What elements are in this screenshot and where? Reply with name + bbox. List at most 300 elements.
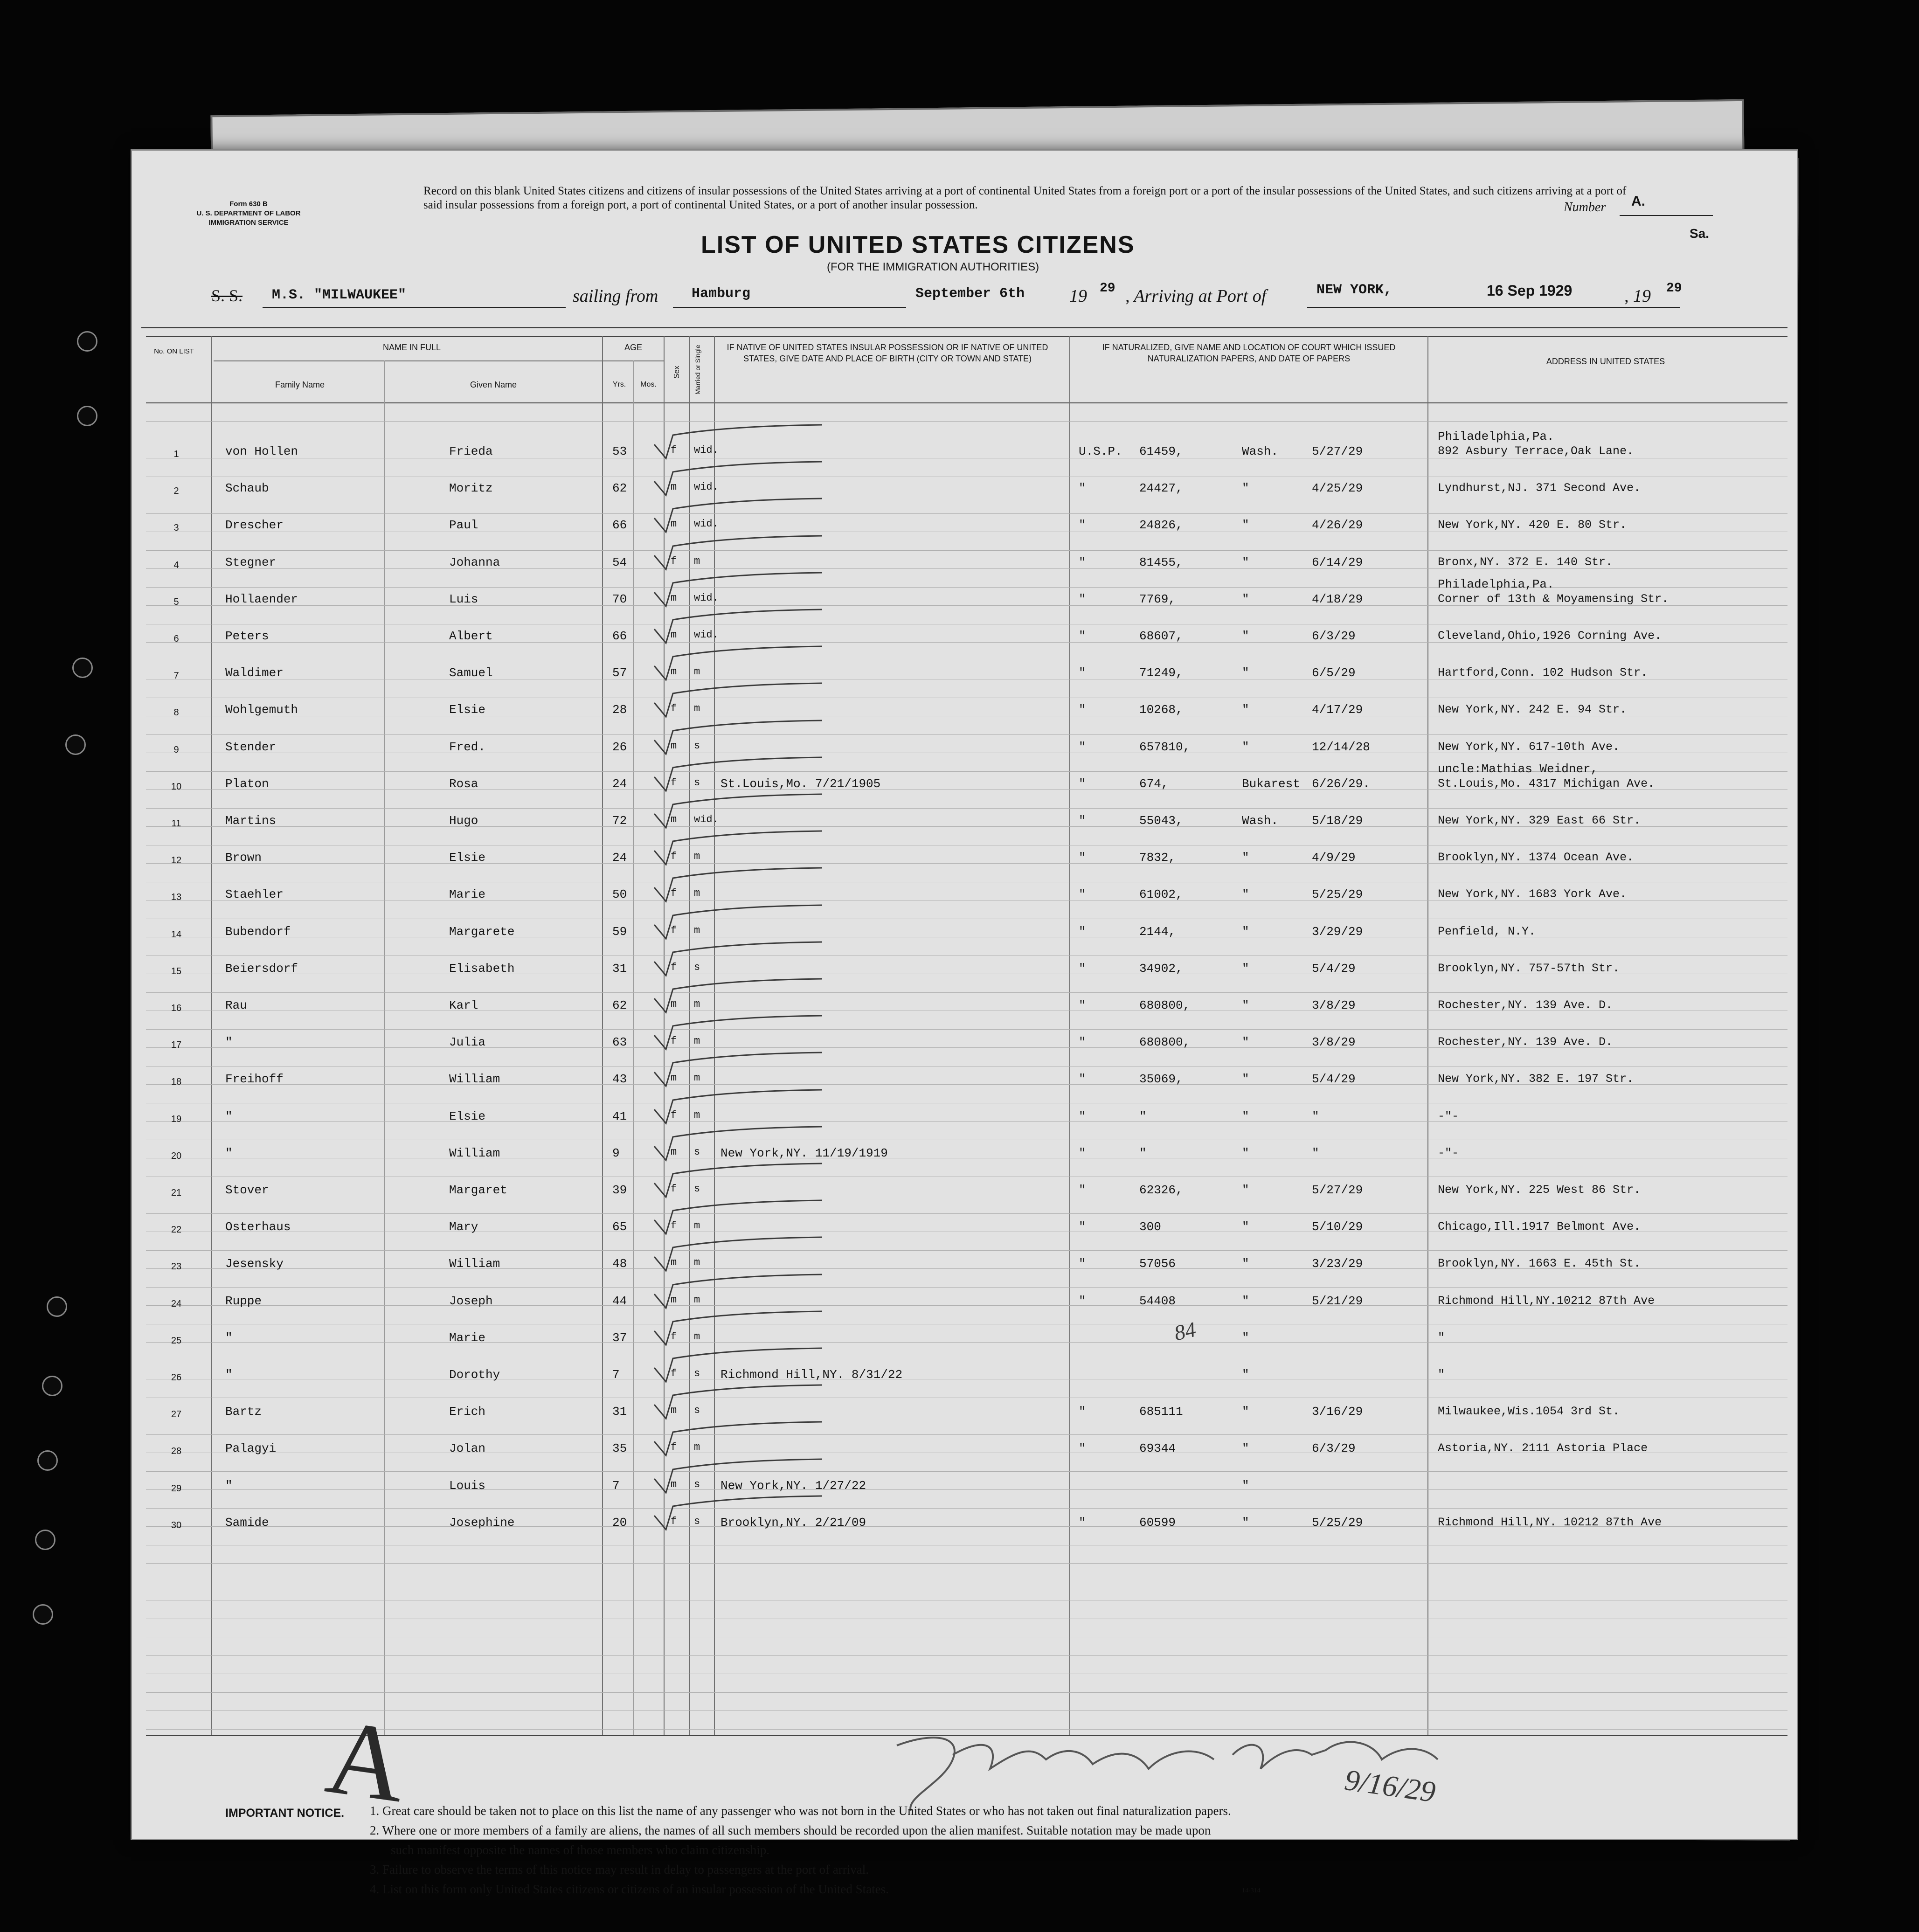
row-number: 14 <box>171 929 182 940</box>
address-line-2: " <box>1438 1368 1445 1381</box>
naturalization-date: " <box>1312 1109 1319 1123</box>
departure-date: September 6th <box>915 286 1025 302</box>
naturalization-number: 7832, <box>1139 851 1176 865</box>
address-line-2: Milwaukee,Wis.1054 3rd St. <box>1438 1405 1620 1419</box>
age-years: 48 <box>612 1257 627 1271</box>
naturalization-number: 2144, <box>1139 924 1176 939</box>
signature-date: 9/16/29 <box>1343 1763 1438 1809</box>
naturalization-number: 61002, <box>1139 887 1183 902</box>
naturalization-number: 680800, <box>1139 1035 1191 1050</box>
age-years: 43 <box>612 1072 627 1087</box>
naturalization-court: " <box>1079 666 1086 680</box>
department-name: U. S. DEPARTMENT OF LABOR <box>196 209 301 217</box>
marital-status: m <box>694 851 700 863</box>
naturalization-location: " <box>1242 1405 1249 1419</box>
naturalization-date: 5/21/29 <box>1312 1294 1363 1308</box>
naturalization-date: 3/23/29 <box>1312 1257 1363 1271</box>
marital-status: m <box>694 703 700 715</box>
birth-place-date: Brooklyn,NY. 2/21/09 <box>720 1515 866 1530</box>
form-identifier <box>151 200 346 228</box>
age-years: 41 <box>612 1109 627 1123</box>
birth-place-date: St.Louis,Mo. 7/21/1905 <box>720 776 881 791</box>
marital-status: s <box>694 1183 700 1195</box>
naturalization-location: Wash. <box>1242 814 1279 828</box>
naturalization-date: 5/25/29 <box>1312 887 1363 902</box>
naturalization-date: 6/3/29 <box>1312 629 1356 643</box>
given-name: Elisabeth <box>449 961 515 976</box>
address-line-1: uncle:Mathias Weidner, <box>1438 762 1598 776</box>
age-years: 31 <box>612 1405 627 1419</box>
family-name: Waldimer <box>225 666 284 680</box>
given-name: Margaret <box>449 1183 507 1197</box>
naturalization-date: 5/18/29 <box>1312 814 1363 828</box>
notice-item-4: 4. List on this form only United States citizens or citizens of an insular possession of the United States. <box>370 1882 889 1896</box>
naturalization-number: 674, <box>1139 776 1169 791</box>
naturalization-court: " <box>1079 1109 1086 1123</box>
sex: f <box>671 924 677 936</box>
sex: f <box>671 776 677 789</box>
intro-text: Record on this blank United States citizens and citizens of insular possessions of the United States arriving at a port of continental United States from a foreign port or a port of the insular possessions of the United States, and such citizens arriving at a port of said insular possessions from a foreign port, a port of continental United States, or a port of another insular possession. <box>423 185 1627 211</box>
given-name: Fred. <box>449 740 486 754</box>
naturalization-date: 6/3/29 <box>1312 1441 1356 1456</box>
marital-status: m <box>694 998 700 1010</box>
naturalization-date: 5/27/29 <box>1312 444 1363 458</box>
given-name: Josephine <box>449 1515 515 1530</box>
check-mark <box>645 679 841 721</box>
naturalization-number: 657810, <box>1139 740 1191 754</box>
age-years: 57 <box>612 666 627 680</box>
given-name: Elsie <box>449 703 486 717</box>
binder-hole <box>72 658 93 678</box>
naturalization-location: " <box>1242 481 1249 496</box>
ss-label: S. S. <box>211 286 243 305</box>
age-years: 35 <box>612 1441 627 1456</box>
given-name: Paul <box>449 518 478 533</box>
address-line-2: New York,NY. 617-10th Ave. <box>1438 740 1620 754</box>
marital-status: wid. <box>694 518 719 530</box>
family-name: Rau <box>225 998 247 1012</box>
check-mark <box>645 1344 841 1386</box>
naturalization-number: 300 <box>1139 1220 1161 1234</box>
naturalization-location: " <box>1242 1109 1249 1123</box>
naturalization-court: " <box>1079 481 1086 496</box>
address-line-2: Chicago,Ill.1917 Belmont Ave. <box>1438 1220 1641 1234</box>
naturalization-location: Bukarest <box>1242 776 1300 791</box>
age-years: 72 <box>612 814 627 828</box>
naturalization-number: 81455, <box>1139 555 1183 569</box>
naturalization-number: 24826, <box>1139 518 1183 533</box>
col-birth-header: IF NATIVE OF UNITED STATES INSULAR POSSESSION OR IF NATIVE OF UNITED STATES, GIVE DATE AND PLACE OF BIRTH (CITY OR TOWN AND STATE) <box>727 343 1048 363</box>
sex: f <box>671 1330 677 1343</box>
row-number: 27 <box>171 1409 182 1420</box>
sex: f <box>671 887 677 900</box>
check-mark <box>645 569 841 611</box>
check-mark <box>645 1197 841 1239</box>
age-years: 65 <box>612 1220 627 1234</box>
age-years: 20 <box>612 1515 627 1530</box>
family-name: Ruppe <box>225 1294 262 1308</box>
address-line-2: Brooklyn,NY. 757-57th Str. <box>1438 961 1620 975</box>
check-mark <box>645 1086 841 1128</box>
age-years: 53 <box>612 444 627 458</box>
naturalization-court: " <box>1079 740 1086 754</box>
naturalization-court: " <box>1079 629 1086 643</box>
service-name: IMMIGRATION SERVICE <box>208 219 289 227</box>
age-years: 50 <box>612 887 627 902</box>
address-line-2: New York,NY. 1683 York Ave. <box>1438 887 1627 901</box>
naturalization-location: " <box>1242 924 1249 939</box>
check-mark <box>645 458 841 500</box>
check-mark <box>645 421 841 463</box>
marital-status: wid. <box>694 592 719 604</box>
row-number: 16 <box>171 1003 182 1013</box>
address-line-2: St.Louis,Mo. 4317 Michigan Ave. <box>1438 776 1655 790</box>
number-value: A. <box>1631 194 1645 209</box>
col-married-header: Married or Single <box>694 345 701 395</box>
col-no-header: No. ON LIST <box>154 347 194 355</box>
row-number: 22 <box>171 1225 182 1235</box>
sex: m <box>671 629 677 641</box>
sex: m <box>671 481 677 493</box>
given-name: Rosa <box>449 776 478 791</box>
ship-name: M.S. "MILWAUKEE" <box>272 287 407 303</box>
sex: f <box>671 1183 677 1195</box>
naturalization-location: " <box>1242 961 1249 976</box>
sex: f <box>671 555 677 567</box>
naturalization-court: " <box>1079 1146 1086 1160</box>
arrival-port: NEW YORK, <box>1316 282 1392 298</box>
age-years: 39 <box>612 1183 627 1197</box>
naturalization-location: " <box>1242 666 1249 680</box>
sex: m <box>671 814 677 825</box>
arriving-label: , Arriving at Port of <box>1125 286 1267 306</box>
age-years: 66 <box>612 518 627 533</box>
naturalization-date: 12/14/28 <box>1312 740 1370 754</box>
sex: f <box>671 961 677 973</box>
sex: f <box>671 1109 677 1121</box>
binder-hole <box>47 1296 67 1317</box>
marital-status: m <box>694 887 700 900</box>
naturalization-court: " <box>1079 1072 1086 1087</box>
age-years: 44 <box>612 1294 627 1308</box>
sex: f <box>671 444 677 456</box>
naturalization-number: 54408 <box>1139 1294 1176 1308</box>
check-mark <box>645 938 841 980</box>
check-mark <box>645 532 841 574</box>
marital-status: wid. <box>694 481 719 493</box>
col-sex-header: Sex <box>673 366 681 379</box>
family-name: von Hollen <box>225 444 298 458</box>
naturalization-location: " <box>1242 740 1249 754</box>
binder-hole <box>33 1604 53 1625</box>
naturalization-date: 3/8/29 <box>1312 998 1356 1012</box>
given-name: William <box>449 1146 500 1160</box>
family-name: " <box>225 1035 233 1050</box>
marital-status: m <box>694 1035 700 1047</box>
row-number: 13 <box>171 892 182 903</box>
naturalization-court: " <box>1079 1257 1086 1271</box>
sex: m <box>671 666 677 678</box>
naturalization-location: " <box>1242 1072 1249 1087</box>
naturalization-number: 55043, <box>1139 814 1183 828</box>
birth-place-date: New York,NY. 1/27/22 <box>720 1478 866 1493</box>
row-number: 1 <box>173 449 179 459</box>
address-line-2: Lyndhurst,NJ. 371 Second Ave. <box>1438 481 1641 495</box>
family-name: Samide <box>225 1515 269 1530</box>
naturalization-court: " <box>1079 1515 1086 1530</box>
check-mark <box>645 1160 841 1202</box>
address-line-2: New York,NY. 382 E. 197 Str. <box>1438 1072 1634 1086</box>
family-name: Wohlgemuth <box>225 703 298 717</box>
row-number: 29 <box>171 1483 182 1494</box>
binder-hole <box>65 734 86 755</box>
check-mark <box>645 1492 841 1534</box>
marital-status: s <box>694 1368 700 1379</box>
sex: m <box>671 592 677 604</box>
naturalization-number: 71249, <box>1139 666 1183 680</box>
marital-status: wid. <box>694 629 719 641</box>
naturalization-date: 4/9/29 <box>1312 851 1356 865</box>
given-name: Albert <box>449 629 493 643</box>
naturalization-location: " <box>1242 1294 1249 1308</box>
row-number: 15 <box>171 966 182 976</box>
given-name: Elsie <box>449 1109 486 1123</box>
naturalization-date: " <box>1312 1146 1319 1160</box>
check-mark <box>645 975 841 1017</box>
marital-status: m <box>694 1257 700 1269</box>
family-name: Brown <box>225 851 262 865</box>
row-number: 12 <box>171 855 182 866</box>
col-given-header: Given Name <box>470 380 517 389</box>
age-years: 24 <box>612 851 627 865</box>
marital-status: s <box>694 1146 700 1158</box>
family-name: Platon <box>225 776 269 791</box>
address-line-2: -"- <box>1438 1146 1459 1160</box>
family-name: Stender <box>225 740 277 754</box>
sex: f <box>671 1035 677 1047</box>
naturalization-court: " <box>1079 1183 1086 1197</box>
family-name: Palagyi <box>225 1441 277 1456</box>
given-name: Erich <box>449 1405 486 1419</box>
check-mark <box>645 643 841 685</box>
check-mark <box>645 1381 841 1423</box>
given-name: William <box>449 1257 500 1271</box>
row-number: 18 <box>171 1077 182 1087</box>
notice-item-1: 1. Great care should be taken not to place on this list the name of any passenger who was not born in the United States or who has not taken out final naturalization papers. <box>370 1804 1231 1818</box>
row-number: 30 <box>171 1520 182 1530</box>
marital-status: m <box>694 1072 700 1084</box>
age-years: 24 <box>612 776 627 791</box>
marital-status: s <box>694 740 700 752</box>
address-line-2: New York,NY. 329 East 66 Str. <box>1438 814 1641 827</box>
row-number: 24 <box>171 1298 182 1309</box>
address-line-2: Astoria,NY. 2111 Astoria Place <box>1438 1441 1648 1455</box>
sex: m <box>671 1257 677 1269</box>
family-name: Freihoff <box>225 1072 284 1087</box>
naturalization-court: " <box>1079 703 1086 717</box>
marital-status: s <box>694 961 700 973</box>
row-number: 21 <box>171 1188 182 1198</box>
naturalization-court: " <box>1079 1294 1086 1308</box>
sex: f <box>671 1515 677 1527</box>
given-name: Elsie <box>449 851 486 865</box>
check-mark <box>645 1049 841 1091</box>
naturalization-location: " <box>1242 518 1249 533</box>
naturalization-number: 35069, <box>1139 1072 1183 1087</box>
naturalization-location: " <box>1242 629 1249 643</box>
page-subtitle: (FOR THE IMMIGRATION AUTHORITIES) <box>827 261 1039 273</box>
row-number: 25 <box>171 1335 182 1346</box>
given-name: Mary <box>449 1220 478 1234</box>
address-line-2: Richmond Hill,NY.10212 87th Ave <box>1438 1294 1655 1308</box>
age-years: 54 <box>612 555 627 569</box>
naturalization-court: " <box>1079 1220 1086 1234</box>
address-line-2: Richmond Hill,NY. 10212 87th Ave <box>1438 1515 1662 1529</box>
given-name: Frieda <box>449 444 493 458</box>
family-name: Osterhaus <box>225 1220 291 1234</box>
row-number: 4 <box>173 560 179 570</box>
naturalization-date: 6/26/29. <box>1312 776 1370 791</box>
year-suffix: 29 <box>1100 281 1115 296</box>
col-age-header: AGE <box>624 343 642 352</box>
row-number: 7 <box>173 671 179 681</box>
age-years: 63 <box>612 1035 627 1050</box>
given-name: Joseph <box>449 1294 493 1308</box>
naturalization-number: 60599 <box>1139 1515 1176 1530</box>
naturalization-date: 3/29/29 <box>1312 924 1363 939</box>
naturalization-location: Wash. <box>1242 444 1279 458</box>
family-name: " <box>225 1478 233 1493</box>
margin-number: 84 <box>1172 1317 1198 1345</box>
address-line-2: Brooklyn,NY. 1663 E. 45th St. <box>1438 1257 1641 1271</box>
age-years: 66 <box>612 629 627 643</box>
arrival-stamp: 16 Sep 1929 <box>1487 282 1573 299</box>
sex: f <box>671 1368 677 1379</box>
naturalization-location: " <box>1242 1515 1249 1530</box>
family-name: " <box>225 1109 233 1123</box>
age-years: 59 <box>612 924 627 939</box>
check-mark <box>645 1123 841 1165</box>
naturalization-court: " <box>1079 998 1086 1012</box>
sex: m <box>671 1072 677 1084</box>
print-code: 14-314 <box>1242 1887 1261 1894</box>
family-name: Schaub <box>225 481 269 496</box>
marital-status: s <box>694 1405 700 1417</box>
family-name: " <box>225 1368 233 1382</box>
check-mark <box>645 1455 841 1497</box>
naturalization-date: 4/25/29 <box>1312 481 1363 496</box>
col-yrs-header: Yrs. <box>612 381 626 388</box>
address-line-2: Rochester,NY. 139 Ave. D. <box>1438 1035 1613 1049</box>
family-name: " <box>225 1330 233 1345</box>
age-years: 26 <box>612 740 627 754</box>
marital-status: s <box>694 776 700 789</box>
binder-hole <box>77 331 97 352</box>
check-mark <box>645 1233 841 1275</box>
given-name: Margarete <box>449 924 515 939</box>
naturalization-court: " <box>1079 518 1086 533</box>
check-mark <box>645 1271 841 1313</box>
naturalization-court: " <box>1079 555 1086 569</box>
check-mark <box>645 1308 841 1350</box>
sex: f <box>671 703 677 715</box>
sailing-from-label: sailing from <box>573 286 658 306</box>
address-line-2: Corner of 13th & Moyamensing Str. <box>1438 592 1669 606</box>
family-name: Jesensky <box>225 1257 284 1271</box>
binder-hole <box>42 1376 62 1396</box>
address-line-2: New York,NY. 225 West 86 Str. <box>1438 1183 1641 1197</box>
naturalization-court: U.S.P. <box>1079 444 1122 458</box>
check-mark <box>645 827 841 869</box>
naturalization-date: 3/8/29 <box>1312 1035 1356 1050</box>
naturalization-location: " <box>1242 1478 1249 1493</box>
col-mos-header: Mos. <box>640 381 657 388</box>
naturalization-date: 3/16/29 <box>1312 1405 1363 1419</box>
address-line-2: New York,NY. 242 E. 94 Str. <box>1438 703 1627 717</box>
marital-status: wid. <box>694 444 719 456</box>
naturalization-court: " <box>1079 592 1086 606</box>
marital-status: m <box>694 924 700 936</box>
row-number: 19 <box>171 1114 182 1124</box>
row-number: 26 <box>171 1372 182 1383</box>
given-name: Marie <box>449 887 486 902</box>
row-number: 28 <box>171 1446 182 1457</box>
age-years: 62 <box>612 998 627 1012</box>
col-family-header: Family Name <box>275 380 325 389</box>
sex: m <box>671 1146 677 1158</box>
naturalization-date: 5/4/29 <box>1312 1072 1356 1087</box>
naturalization-location: " <box>1242 592 1249 606</box>
family-name: Stegner <box>225 555 277 569</box>
address-line-1: Philadelphia,Pa. <box>1438 577 1554 591</box>
naturalization-date: 4/17/29 <box>1312 703 1363 717</box>
age-years: 31 <box>612 961 627 976</box>
form-sheet <box>131 149 1798 1896</box>
naturalization-location: " <box>1242 1257 1249 1271</box>
address-line-2: Hartford,Conn. 102 Hudson Str. <box>1438 666 1648 680</box>
binder-hole <box>77 406 97 426</box>
marital-status: s <box>694 1478 700 1490</box>
naturalization-location: " <box>1242 1220 1249 1234</box>
naturalization-date: 6/14/29 <box>1312 555 1363 569</box>
naturalization-number: 685111 <box>1139 1405 1183 1419</box>
col-name-header: NAME IN FULL <box>382 343 441 352</box>
naturalization-location: " <box>1242 555 1249 569</box>
birth-place-date: Richmond Hill,NY. 8/31/22 <box>720 1368 903 1382</box>
naturalization-number: 680800, <box>1139 998 1191 1012</box>
sex: f <box>671 1220 677 1232</box>
sex: m <box>671 740 677 752</box>
naturalization-number: 7769, <box>1139 592 1176 606</box>
age-years: 37 <box>612 1330 627 1345</box>
row-number: 6 <box>173 634 179 644</box>
naturalization-number: " <box>1139 1109 1147 1123</box>
naturalization-location: " <box>1242 1035 1249 1050</box>
marital-status: m <box>694 1330 700 1343</box>
marital-status: m <box>694 1109 700 1121</box>
address-line-1: Philadelphia,Pa. <box>1438 429 1554 443</box>
marital-status: m <box>694 1294 700 1306</box>
age-years: 28 <box>612 703 627 717</box>
naturalization-date: 4/18/29 <box>1312 592 1363 606</box>
naturalization-date: 5/10/29 <box>1312 1220 1363 1234</box>
given-name: Hugo <box>449 814 478 828</box>
given-name: Louis <box>449 1478 486 1493</box>
naturalization-number: 69344 <box>1139 1441 1176 1456</box>
sex: m <box>671 1294 677 1306</box>
family-name: Staehler <box>225 887 284 902</box>
margin-letter: A <box>320 1696 414 1825</box>
